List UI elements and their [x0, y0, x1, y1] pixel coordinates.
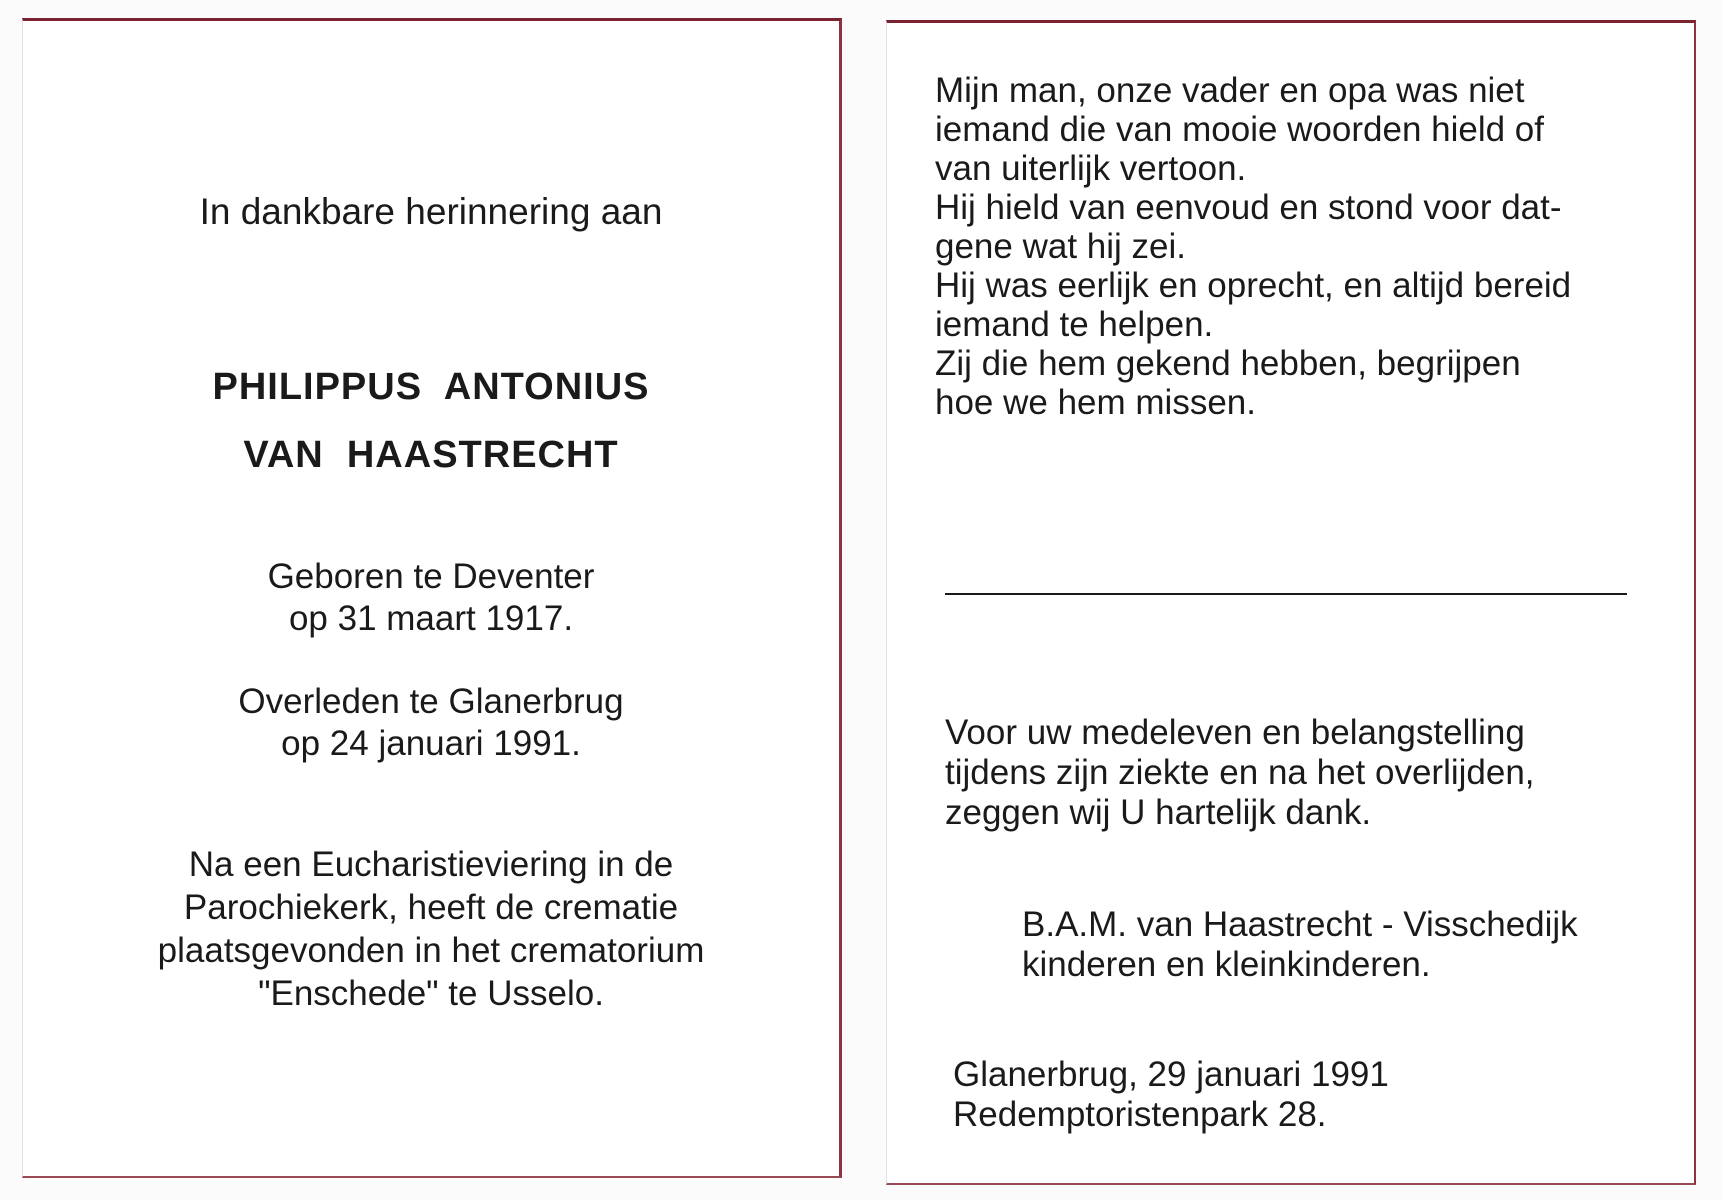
thanks-line: Voor uw medeleven en belangstelling — [945, 713, 1525, 752]
place-and-date — [953, 1055, 1573, 1135]
birth-date: op 31 maart 1917. — [288, 599, 574, 638]
poem-line: iemand die van mooie woorden hield of — [935, 110, 1544, 149]
ceremony-line: plaatsgevonden in het crematorium — [157, 931, 705, 970]
thanks-line: tijdens zijn ziekte en na het overlijden, — [945, 753, 1535, 792]
family-signature — [1022, 905, 1642, 985]
death-place: Overleden te Glanerbrug — [238, 682, 624, 721]
ceremony-line: Parochiekerk, heeft de crematie — [183, 888, 679, 927]
memorial-card-right — [886, 20, 1696, 1185]
birth-info — [23, 556, 839, 640]
poem-line: Mijn man, onze vader en opa was niet — [935, 71, 1525, 110]
poem-line: gene wat hij zei. — [935, 227, 1186, 266]
poem-line: iemand te helpen. — [935, 305, 1214, 344]
divider-line — [945, 593, 1627, 595]
memorial-poem — [935, 71, 1635, 422]
birth-place: Geboren te Deventer — [267, 557, 595, 596]
death-date: op 24 januari 1991. — [281, 724, 581, 763]
poem-line: Hij was eerlijk en oprecht, en altijd bereid — [935, 266, 1572, 305]
poem-line: Zij die hem gekend hebben, begrijpen — [935, 344, 1521, 383]
thanks-text — [945, 713, 1635, 833]
deceased-name-line-1: PHILIPPUS ANTONIUS — [212, 366, 650, 408]
signature-line: kinderen en kleinkinderen. — [1022, 945, 1431, 984]
memorial-card-left — [22, 18, 842, 1178]
address-line: Redemptoristenpark 28. — [953, 1095, 1327, 1134]
poem-line: hoe we hem missen. — [935, 383, 1256, 422]
death-info — [23, 681, 839, 765]
intro-text: In dankbare herinnering aan — [199, 191, 663, 232]
ceremony-line: "Enschede" te Usselo. — [258, 974, 604, 1013]
ceremony-line: Na een Eucharistieviering in de — [188, 845, 674, 884]
place-date-line: Glanerbrug, 29 januari 1991 — [953, 1055, 1389, 1094]
signature-line: B.A.M. van Haastrecht - Visschedijk — [1022, 905, 1578, 944]
poem-line: Hij hield van eenvoud en stond voor dat- — [935, 188, 1562, 227]
poem-line: van uiterlijk vertoon. — [935, 149, 1247, 188]
deceased-name-line-2: VAN HAASTRECHT — [243, 434, 619, 476]
thanks-line: zeggen wij U hartelijk dank. — [945, 793, 1372, 832]
ceremony-text — [23, 843, 839, 1015]
